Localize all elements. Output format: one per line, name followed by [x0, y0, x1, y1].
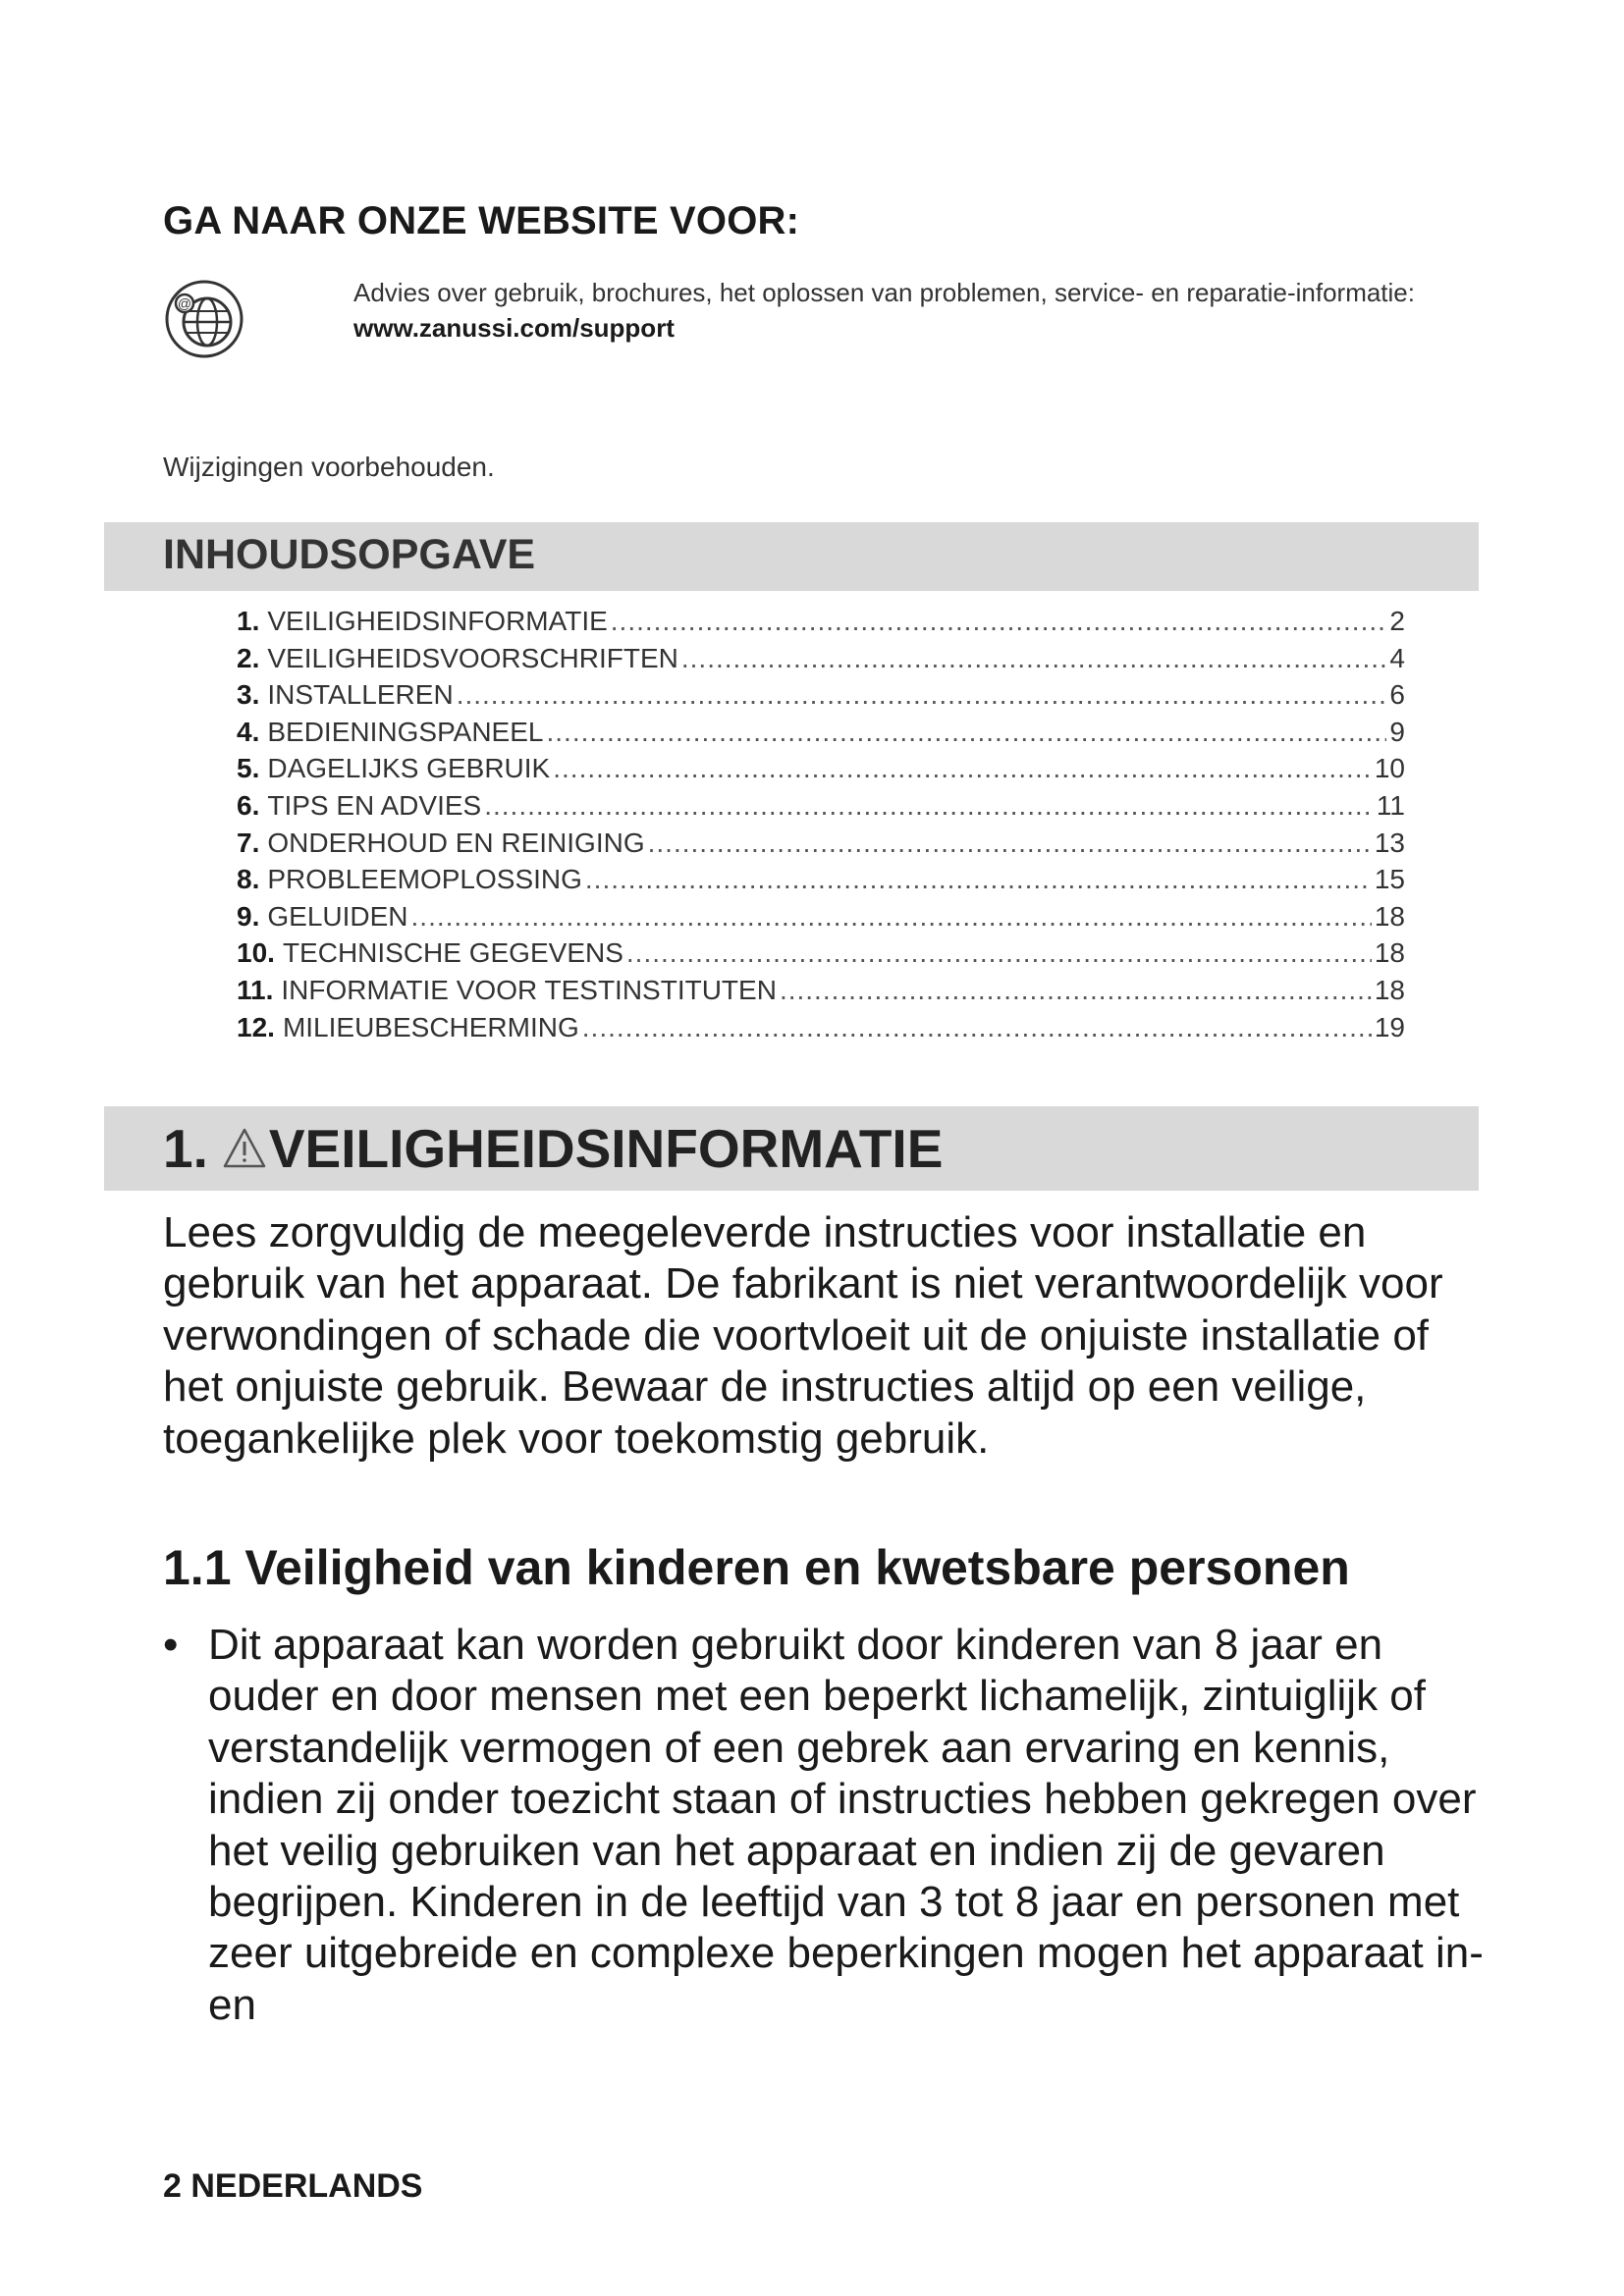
toc-item[interactable]: [237, 717, 1405, 754]
toc-item-page: 2: [1389, 606, 1405, 636]
toc-list: [237, 606, 1405, 1048]
toc-item-page: 4: [1389, 642, 1405, 673]
toc-leader-dots: [484, 790, 1374, 822]
toc-item-number: 1.: [237, 606, 260, 636]
toc-leader-dots: [411, 901, 1372, 933]
toc-item-number: 12.: [237, 1011, 275, 1042]
bullet-text: Dit apparaat kan worden gebruikt door kinderen van 8 jaar en ouder en door mensen met een beperkt lichamelijk, zintuiglijk of verstandelijk vermogen of een gebrek aan ervaring en kennis, indien zij onder toezicht staan of instructies hebben gekregen over het veilig gebruiken van het apparaat en indien zij de gevaren begrijpen. Kinderen in de leeftijd van 3 tot 8 jaar en personen met zeer uitgebreide en complexe beperkingen mogen het apparaat in- en: [208, 1621, 1484, 2029]
toc-item-label: GELUIDEN: [267, 900, 408, 932]
toc-item[interactable]: [237, 790, 1405, 828]
toc-item-label: TECHNISCHE GEGEVENS: [282, 937, 623, 969]
toc-leader-dots: [626, 937, 1372, 969]
toc-item[interactable]: [237, 606, 1405, 643]
support-link[interactable]: www.zanussi.com/support: [353, 313, 675, 343]
toc-item-page: 11: [1376, 789, 1405, 821]
toc-leader-dots: [611, 606, 1387, 637]
toc-item-page: 18: [1374, 974, 1405, 1005]
toc-item[interactable]: [237, 1012, 1405, 1049]
toc-item-label: INFORMATIE VOOR TESTINSTITUTEN: [281, 974, 777, 1005]
toc-leader-dots: [585, 864, 1372, 895]
toc-item-page: 18: [1374, 900, 1405, 932]
page-footer: 2 NEDERLANDS: [163, 2167, 423, 2205]
toc-item-label: BEDIENINGSPANEEL: [267, 716, 544, 747]
toc-title: INHOUDSOPGAVE: [163, 531, 536, 578]
toc-item-number: 7.: [237, 827, 260, 858]
toc-item-page: 13: [1374, 827, 1405, 858]
bullet-mark: •: [163, 1621, 179, 1669]
toc-item-label: DAGELIJKS GEBRUIK: [267, 753, 551, 784]
toc-leader-dots: [681, 643, 1387, 674]
toc-item-number: 6.: [237, 789, 260, 821]
toc-item-page: 19: [1374, 1011, 1405, 1042]
toc-item-label: VEILIGHEIDSINFORMATIE: [267, 606, 608, 636]
toc-leader-dots: [546, 717, 1386, 748]
toc-item[interactable]: [237, 679, 1405, 717]
changes-note: Wijzigingen voorbehouden.: [163, 452, 495, 482]
toc-leader-dots: [457, 679, 1387, 711]
section-number: 1.: [163, 1118, 208, 1179]
toc-item-number: 8.: [237, 864, 260, 895]
toc-item[interactable]: [237, 901, 1405, 938]
toc-item-label: PROBLEEMOPLOSSING: [267, 864, 582, 895]
warning-triangle-icon: [222, 1127, 267, 1170]
section-title: [163, 1117, 943, 1180]
toc-leader-dots: [648, 828, 1372, 859]
subsection-title: 1.1 Veiligheid van kinderen en kwetsbare personen: [163, 1540, 1350, 1595]
toc-item-number: 5.: [237, 753, 260, 784]
toc-item-page: 15: [1374, 864, 1405, 895]
toc-item-number: 11.: [237, 974, 274, 1005]
toc-item-label: ONDERHOUD EN REINIGING: [267, 827, 645, 858]
toc-item-number: 3.: [237, 679, 260, 711]
toc-item-page: 6: [1389, 679, 1405, 711]
toc-item[interactable]: [237, 937, 1405, 975]
toc-item[interactable]: [237, 975, 1405, 1012]
toc-item[interactable]: [237, 753, 1405, 790]
support-advice: [353, 275, 1453, 346]
toc-item[interactable]: [237, 864, 1405, 901]
toc-item-number: 2.: [237, 642, 260, 673]
svg-text:@: @: [177, 295, 192, 311]
toc-item-number: 4.: [237, 716, 260, 747]
toc-item-page: 9: [1389, 716, 1405, 747]
globe-at-icon: [163, 278, 245, 360]
advice-text: Advies over gebruik, brochures, het oplossen van problemen, service- en reparatie-informatie:: [353, 278, 1415, 307]
website-heading: GA NAAR ONZE WEBSITE VOOR:: [163, 199, 800, 242]
toc-item-label: INSTALLEREN: [267, 679, 454, 711]
toc-item-page: 18: [1374, 937, 1405, 969]
safety-intro-paragraph: Lees zorgvuldig de meegeleverde instructies voor installatie en gebruik van het apparaat. De fabrikant is niet verantwoordelijk voor verwondingen of schade die voortvloeit uit de onjuiste installatie of het onjuiste gebruik. Bewaar de instructies altijd op een veilige, toegankelijke plek voor toekomstig gebruik.: [163, 1208, 1443, 1463]
toc-item-label: MILIEUBESCHERMING: [282, 1011, 579, 1042]
toc-leader-dots: [553, 753, 1372, 784]
toc-item[interactable]: [237, 643, 1405, 680]
toc-item-number: 9.: [237, 900, 260, 932]
bullet-item: [163, 1620, 1504, 2031]
toc-item-label: VEILIGHEIDSVOORSCHRIFTEN: [267, 642, 678, 673]
toc-leader-dots: [780, 975, 1372, 1006]
section-title-text: VEILIGHEIDSINFORMATIE: [268, 1118, 944, 1179]
toc-item-page: 10: [1374, 753, 1405, 784]
toc-item-label: TIPS EN ADVIES: [267, 789, 482, 821]
toc-leader-dots: [582, 1012, 1372, 1043]
toc-item-number: 10.: [237, 937, 275, 969]
toc-item[interactable]: [237, 828, 1405, 865]
